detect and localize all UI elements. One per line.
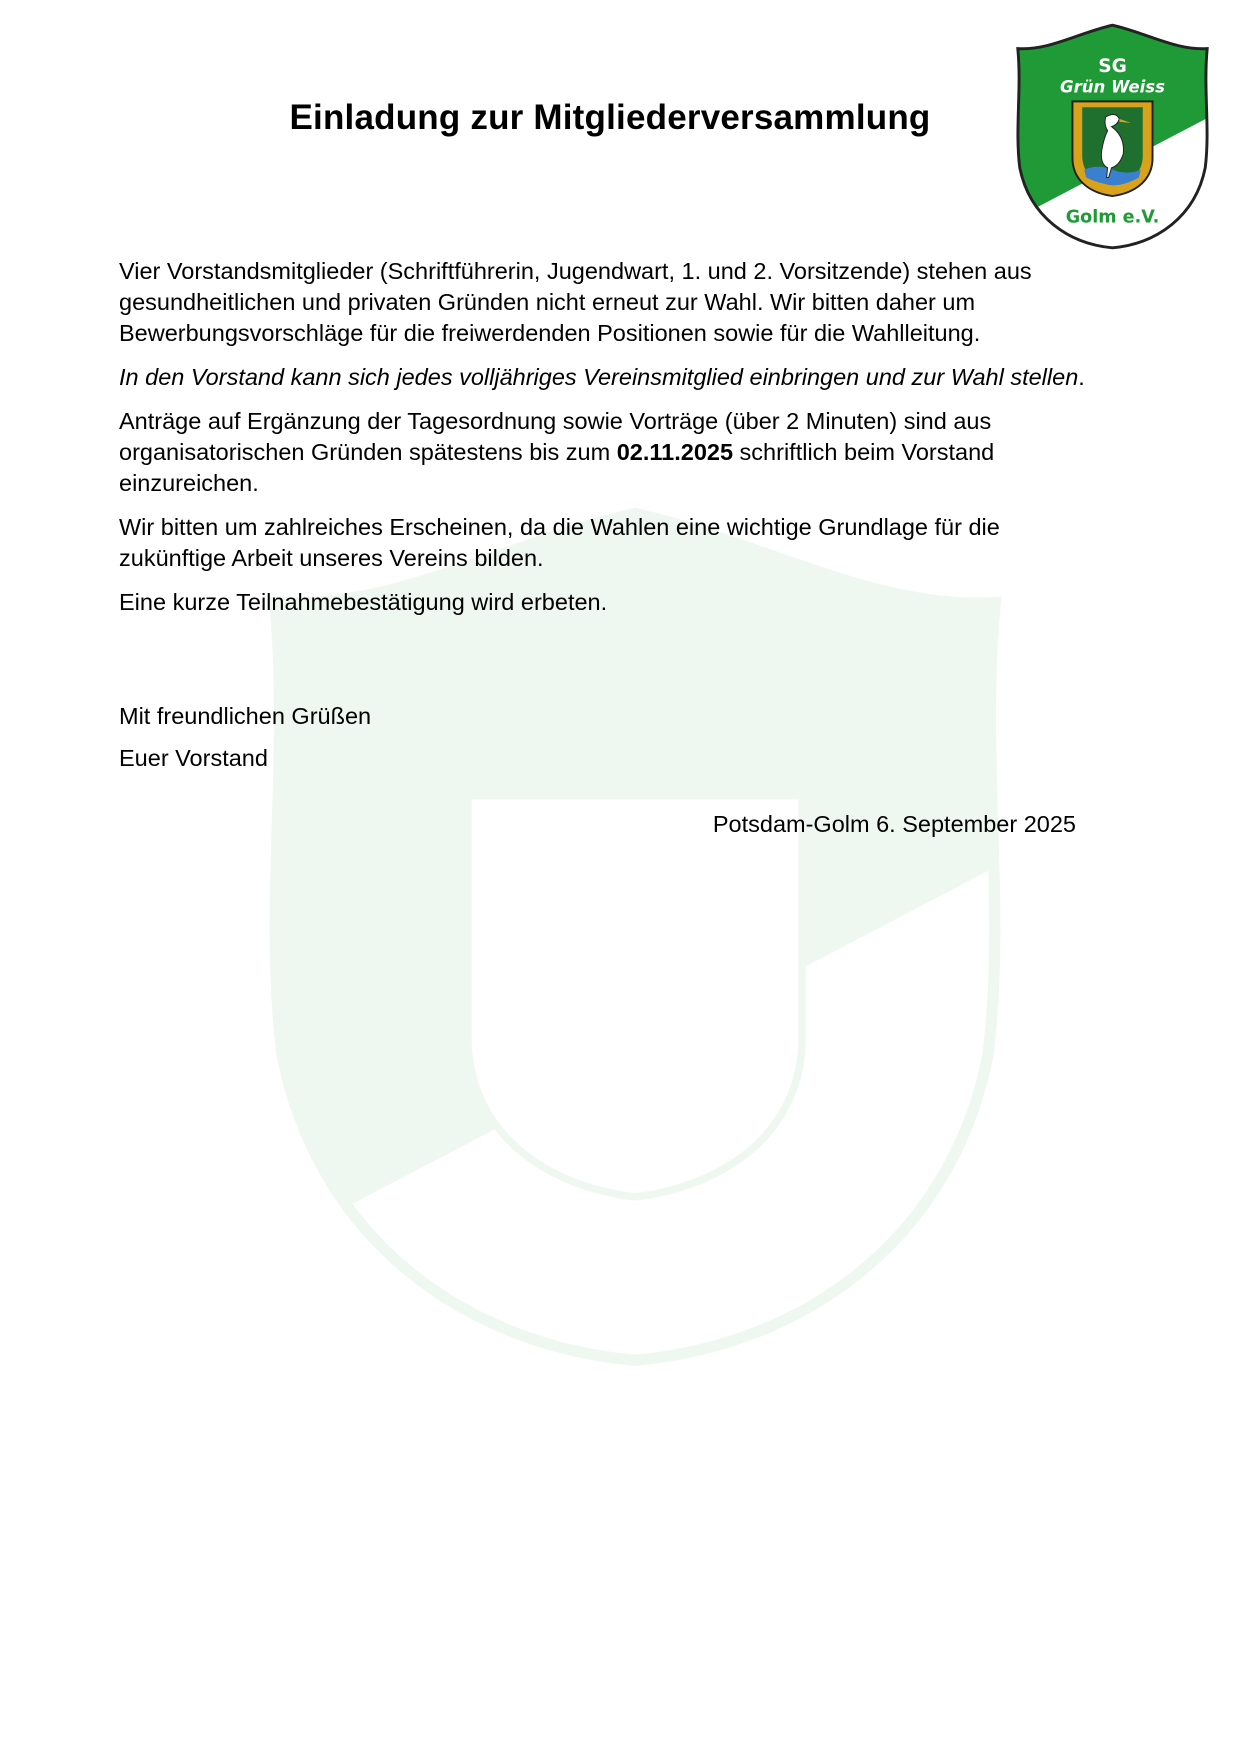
deadline-date: 02.11.2025 xyxy=(616,439,734,465)
paragraph-eligibility xyxy=(119,362,1099,393)
eligibility-period: . xyxy=(1078,364,1085,390)
logo-location-text: Golm e.V. xyxy=(1065,207,1160,228)
deadline-text-before: Anträge auf Ergänzung der Tagesordnung sowie Vorträge (über 2 Minuten) sind aus organisatorischen Gründen spätestens bis zum xyxy=(119,408,992,465)
page-title: Einladung zur Mitgliederversammlung xyxy=(289,98,931,137)
logo-name-text: Grün Weiss xyxy=(1059,77,1166,97)
deadline-text-after: schriftlich beim Vorstand einzureichen. xyxy=(119,439,995,496)
letter-body xyxy=(119,256,1099,631)
eligibility-text: In den Vorstand kann sich jedes volljähriges Vereinsmitglied einbringen und zur Wahl stellen xyxy=(119,364,1079,390)
paragraph-deadline xyxy=(119,406,1099,499)
paragraph-confirmation: Eine kurze Teilnahmebestätigung wird erbeten. xyxy=(119,589,608,615)
closing-greeting: Mit freundlichen Grüßen xyxy=(119,703,372,729)
paragraph-attendance: Wir bitten um zahlreiches Erscheinen, da die Wahlen eine wichtige Grundlage für die zukünftige Arbeit unseres Vereins bilden. xyxy=(119,514,1000,571)
closing-block xyxy=(119,701,371,785)
paragraph-candidates: Vier Vorstandsmitglieder (Schriftführerin, Jugendwart, 1. und 2. Vorsitzende) stehen aus gesundheitlichen und privaten Gründen nicht erneut zur Wahl. Wir bitten daher um Bewerbungsvorschläge für die freiwerdenden Positionen sowie für die Wahlleitung. xyxy=(119,258,1032,346)
closing-signature: Euer Vorstand xyxy=(119,745,268,771)
logo-sg-text: SG xyxy=(1098,56,1127,78)
place-and-date: Potsdam-Golm 6. September 2025 xyxy=(712,811,1076,837)
